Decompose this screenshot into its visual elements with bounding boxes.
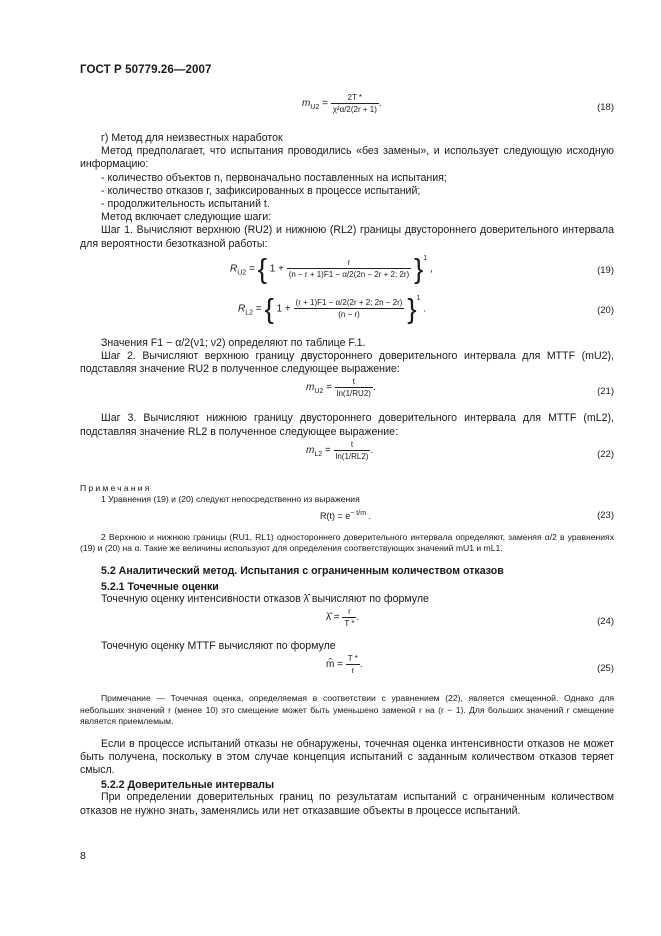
eq23-power: − t/m — [350, 509, 367, 517]
eq24-denominator: T * — [344, 619, 355, 629]
note-2: 2 Верхнюю и нижнюю границы (RU1, RL1) одностороннего доверительного интервала определяют, заменяя α/2 в уравнениях (19) и (20) на α. Такие же величины используют для определения соответствующих значений mU1 и mL1. — [80, 531, 614, 554]
eq22-lhs: m — [306, 444, 315, 456]
eq19-fraction — [287, 257, 411, 280]
section-5-2-2-title: 5.2.2 Доверительные интервалы — [101, 779, 275, 792]
equation-21: $m_{U2}$ = $\frac{t}{\ln(1/RU2)}$ . (21) — [306, 377, 614, 399]
eq20-right-brace: } — [407, 292, 417, 324]
eq18-lhs-sub: U2 — [310, 104, 320, 112]
eq18-numerator: 2T * — [331, 92, 379, 104]
eq22-number: (22) — [597, 448, 614, 460]
eq24-fraction — [342, 606, 356, 629]
eq19-denominator: (n − r + 1)F1 − α/2(2n − 2r + 2; 2r) — [288, 270, 410, 280]
eq19-numerator: r — [287, 257, 411, 269]
eq19-lhs-sub: U2 — [237, 269, 247, 277]
eq20-number: (20) — [597, 304, 614, 316]
eq24-lhs: λ̂ = — [326, 612, 340, 624]
eq20-left-brace: { — [264, 292, 274, 324]
document-header: ГОСТ Р 50779.26—2007 — [80, 64, 212, 76]
equation-25: m̂ = $\frac{T *}{r}$ . (25) — [326, 654, 614, 676]
input-item-2: - количество отказов r, зафиксированных в процессе испытаний; — [101, 184, 421, 197]
equation-23: $R(t) = e^{- t/m}$ . (23) — [320, 509, 614, 521]
equation-20: $R_{L2}$ = { 1 + $\frac{(r + 1)F1 - \alpha/2(2r + 2; 2n - 2r)}{(n - r)}$ }$^1$ . (20) — [238, 292, 614, 324]
eq23-lhs: R(t) = e — [320, 510, 351, 521]
equation-18: $m_{U2}$ = $\frac{2T *}{\text{χ²α/2(2r + 1)}}$ . (18) — [302, 93, 614, 114]
equation-24: λ̂ = $\frac{r}{T *}$ . (24) — [326, 607, 614, 629]
step-3: Шаг 3. Вычисляют нижнюю границу двустороннего доверительного интервала для MTTF (mL2), подставляя значение RL2 в полученное следующее выражение: — [80, 412, 614, 438]
method-g-intro: Метод предполагает, что испытания проводились «без замены», и использует следующую исходную информацию: — [80, 145, 614, 171]
eq19-right-brace: } — [413, 252, 424, 284]
eq20-power: 1 — [416, 294, 421, 302]
no-failures-text: Если в процессе испытаний отказы не обнаружены, точечная оценка интенсивности отказов не может быть получена, поскольку в этом случае концепция испытаний с заданным количеством отказов теряет смысл. — [80, 737, 614, 777]
confidence-intervals-text: При определении доверительных границ по результатам испытаний с ограниченным количеством отказов не нужно знать, заменялись или нет отказавшие объекты в процессе испытаний. — [80, 791, 614, 817]
eq24-number: (24) — [597, 616, 614, 628]
eq20-lhs: R — [238, 303, 246, 315]
eq19-left-brace: { — [257, 252, 267, 284]
steps-intro: Метод включает следующие шаги: — [101, 211, 272, 224]
eq20-numerator: (r + 1)F1 − α/2(2r + 2; 2n − 2r) — [295, 298, 403, 308]
section-5-2-1-note: Примечание — Точечная оценка, определяемая в соответствии с уравнением (22), является смещенной. Однако для небольших значений r (менее 10) это смещение может быть уменьшено заменой r на (r − 1). Для больших значений r смещение является приемлемым. — [80, 693, 614, 727]
eq21-denominator: ln(1/RU2) — [336, 389, 371, 399]
equation-22: $m_{L2}$ = $\frac{t}{\ln(1/RL2)}$ . (22) — [306, 439, 614, 461]
eq19-number: (19) — [597, 264, 614, 276]
step-1: Шаг 1. Вычисляют верхнюю (RU2) и нижнюю (RL2) границы двустороннего доверительного интервала для вероятности безотказной работы: — [80, 224, 614, 250]
eq25-numerator: T * — [347, 654, 358, 664]
eq21-numerator: t — [335, 376, 373, 388]
note-1: 1 Уравнения (19) и (20) следуют непосредственно из выражения — [101, 494, 360, 505]
eq20-lhs-sub: L2 — [245, 309, 254, 317]
step-2: Шаг 2. Вычисляют верхнюю границу двустороннего доверительного интервала для MTTF (mU2), подставляя значение RU2 в полученное следующее выражение: — [80, 350, 614, 376]
eq18-number: (18) — [597, 102, 614, 113]
eq25-number: (25) — [597, 663, 614, 675]
eq20-fraction — [294, 297, 405, 320]
section-5-2-title: 5.2 Аналитический метод. Испытания с ограниченным количеством отказов — [101, 564, 504, 577]
eq18-fraction — [331, 92, 379, 115]
eq23-number: (23) — [597, 509, 614, 521]
eq21-lhs-sub: U2 — [314, 388, 324, 396]
input-item-1: - количество объектов n, первоначально поставленных на испытания; — [101, 171, 447, 184]
eq25-denominator: r — [351, 666, 355, 676]
eq24-numerator: r — [342, 606, 356, 618]
eq25-fraction — [346, 653, 360, 676]
eq21-number: (21) — [597, 386, 614, 398]
equation-19: $R_{U2}$ = { 1 + $\frac{r}{(n - r + 1)F1 - \alpha/2(2n - 2r + 2; 2r)}$ }$^1$ , (19) — [230, 252, 614, 284]
point-estimate-text: Точечную оценку интенсивности отказов λ̂ вычисляют по формуле — [101, 592, 429, 605]
page-content — [80, 80, 614, 818]
eq25-lhs: m̂ = — [326, 659, 343, 671]
eq22-denominator: ln(1/RL2) — [335, 451, 369, 461]
eq21-fraction — [335, 376, 373, 399]
eq19-power: 1 — [423, 254, 428, 262]
values-line: Значения F1 − α/2(ν1; ν2) определяют по таблице F.1. — [101, 336, 366, 349]
page-number: 8 — [80, 850, 86, 862]
notes-title: Примечания — [80, 482, 152, 493]
eq19-lhs: R — [230, 263, 238, 275]
eq22-fraction — [334, 439, 371, 462]
eq18-lhs: m — [302, 98, 311, 110]
eq18-denominator: χ²α/2(2r + 1) — [332, 105, 377, 114]
mttf-estimate-text: Точечную оценку MTTF вычисляют по формуле — [101, 640, 336, 653]
eq21-lhs: m — [306, 382, 315, 394]
eq22-numerator: t — [334, 439, 371, 451]
method-g-title: г) Метод для неизвестных наработок — [101, 132, 283, 144]
section-5-2-1-title: 5.2.1 Точечные оценки — [101, 580, 219, 593]
input-item-3: - продолжительность испытаний t. — [101, 198, 270, 211]
eq22-lhs-sub: L2 — [314, 450, 323, 458]
eq20-denominator: (n − r) — [338, 310, 360, 320]
